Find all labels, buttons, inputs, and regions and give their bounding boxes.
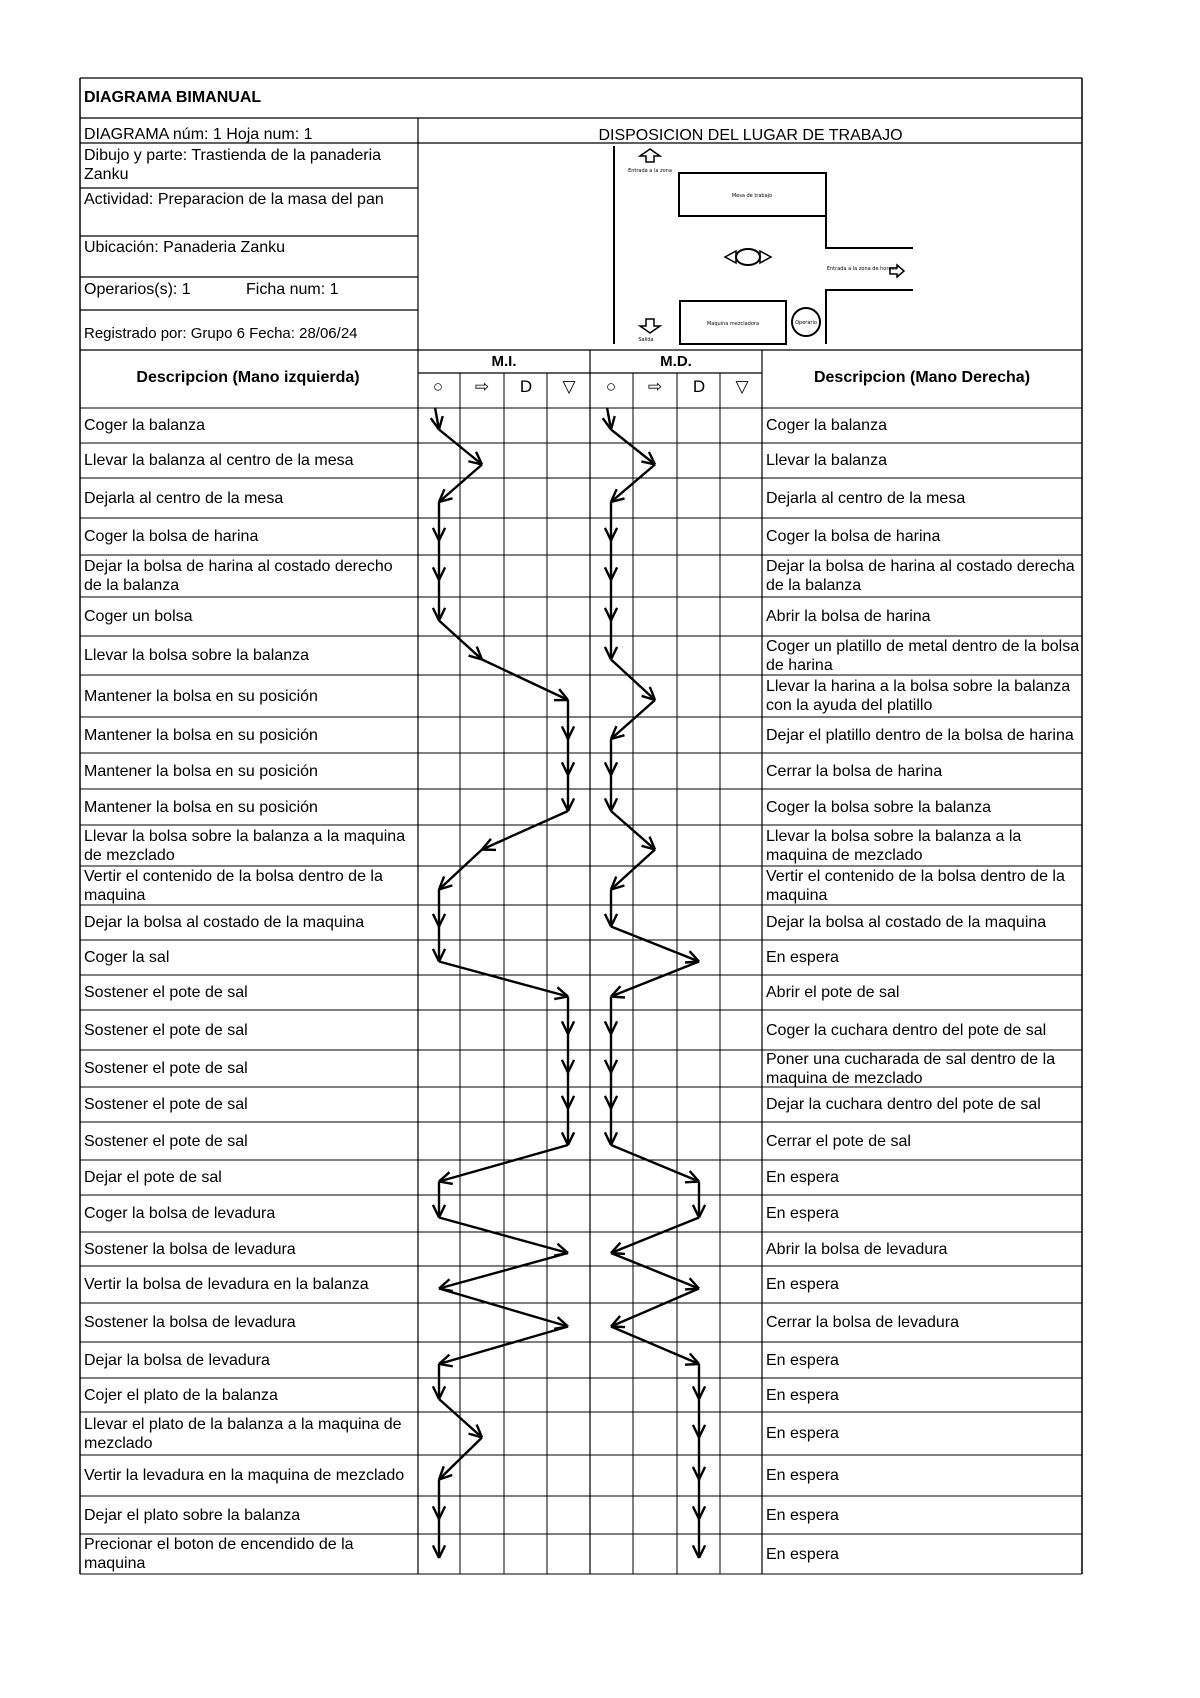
left-hand-activity: Llevar la balanza al centro de la mesa	[84, 452, 354, 469]
left-hand-activity: Dejar el pote de sal	[84, 1169, 222, 1186]
left-hand-activity: Cojer el plato de la balanza	[84, 1386, 278, 1404]
oven-entrance-label: Entrada a la zona de hornos	[826, 266, 898, 272]
right-hand-activity: En espera	[766, 1351, 839, 1369]
left-hand-activity: Mantener la bolsa en su posición	[84, 798, 318, 816]
right-hand-activity: Dejar la bolsa al costado de la maquina	[766, 914, 1047, 931]
right-hand-activity: Llevar la balanza	[766, 452, 887, 469]
left-hand-activity: Mantener la bolsa en su posición	[84, 687, 318, 705]
left-hand-activity: Llevar la bolsa sobre la balanza	[84, 647, 310, 664]
left-hand-activity: Dejar el plato sobre la balanza	[84, 1506, 301, 1524]
entrance-label: Entrada a la zona	[628, 168, 672, 174]
md-operation-symbol: ○	[605, 377, 617, 396]
right-hand-activity: Dejarla al centro de la mesa	[766, 489, 966, 507]
right-hand-activity: En espera	[766, 949, 839, 966]
left-hand-activity: Sostener el pote de sal	[84, 1132, 248, 1150]
location: Ubicación: Panaderia Zanku	[84, 239, 286, 256]
left-hand-activity: Dejar la bolsa de levadura	[84, 1351, 270, 1369]
work-table-label: Mesa de trabajo	[731, 193, 773, 199]
diagram-title: DIAGRAMA BIMANUAL	[84, 89, 262, 106]
right-hand-activity: En espera	[766, 1545, 839, 1563]
layout-title: DISPOSICION DEL LUGAR DE TRABAJO	[598, 127, 903, 144]
left-hand-activity: Sostener el pote de sal	[84, 1060, 248, 1077]
right-hand-symbols-header: M.D.	[660, 353, 692, 370]
file-number: Ficha num: 1	[246, 281, 339, 298]
left-hand-activity: Dejar la bolsa al costado de la maquina	[84, 914, 365, 931]
exit-label: Salida	[638, 337, 654, 343]
right-hand-activity: En espera	[766, 1467, 839, 1484]
right-hand-activity: En espera	[766, 1386, 839, 1404]
left-hand-activity: Mantener la bolsa en su posición	[84, 726, 318, 744]
right-hand-activity: En espera	[766, 1169, 839, 1186]
left-hand-activity: Sostener el pote de sal	[84, 1021, 248, 1039]
md-delay-symbol: D	[692, 377, 706, 396]
mixing-machine-label: Maquina mezcladora	[706, 321, 760, 327]
left-hand-activity: Vertir la levadura en la maquina de mezclado	[84, 1467, 405, 1484]
right-hand-activity: Llevar la harina a la bolsa sobre la balanza con la ayuda del platillo	[766, 678, 1071, 714]
activity: Actividad: Preparacion de la masa del pan	[84, 191, 384, 208]
right-hand-description-header: Descripcion (Mano Derecha)	[813, 369, 1031, 386]
right-hand-activity: En espera	[766, 1506, 839, 1524]
right-hand-activity: En espera	[766, 1425, 839, 1442]
left-hand-activity: Dejarla al centro de la mesa	[84, 489, 284, 507]
left-hand-activity: Sostener la bolsa de levadura	[84, 1240, 296, 1258]
right-hand-activity: Poner una cucharada de sal dentro de la maquina de mezclado	[766, 1050, 1056, 1087]
drawing-part: Dibujo y parte: Trastienda de la panaderia Zanku	[84, 147, 382, 183]
left-hand-activity: Precionar el boton de encendido de la maquina	[84, 1536, 354, 1572]
left-hand-activity: Coger la sal	[84, 949, 170, 966]
right-hand-activity: Coger un platillo de metal dentro de la bolsa de harina	[766, 637, 1080, 674]
right-hand-activity: Cerrar el pote de sal	[766, 1132, 911, 1150]
right-hand-activity: Abrir la bolsa de levadura	[766, 1240, 948, 1258]
left-hand-activity: Dejar la bolsa de harina al costado derecho de la balanza	[84, 558, 393, 594]
right-hand-activity: Dejar la bolsa de harina al costado derecha de la balanza	[766, 558, 1075, 594]
operators: Operarios(s): 1	[84, 281, 191, 298]
right-hand-activity: Vertir el contenido de la bolsa dentro de la maquina	[766, 867, 1065, 904]
recorded-by: Registrado por: Grupo 6 Fecha: 28/06/24	[84, 325, 358, 342]
right-hand-activity: Cerrar la bolsa de levadura	[766, 1314, 959, 1331]
left-hand-activity: Coger la balanza	[84, 417, 205, 434]
right-hand-activity: Dejar el platillo dentro de la bolsa de harina	[766, 726, 1074, 744]
operator-label: Operario	[795, 320, 817, 326]
md-transport-symbol: ⇨	[647, 377, 663, 396]
right-hand-activity: Abrir la bolsa de harina	[766, 608, 931, 625]
left-hand-activity: Llevar el plato de la balanza a la maquina de mezclado	[84, 1415, 402, 1452]
right-hand-activity: Abrir el pote de sal	[766, 984, 900, 1001]
diagram-sheet-number: DIAGRAMA núm: 1 Hoja num: 1	[84, 126, 313, 143]
mi-storage-symbol: ▽	[562, 377, 576, 396]
right-hand-activity: Cerrar la bolsa de harina	[766, 762, 943, 780]
mi-transport-symbol: ⇨	[474, 377, 490, 396]
right-hand-activity: Coger la bolsa de harina	[766, 528, 941, 545]
left-hand-activity: Sostener el pote de sal	[84, 984, 248, 1001]
right-hand-activity: Coger la balanza	[766, 417, 887, 434]
left-hand-activity: Llevar la bolsa sobre la balanza a la maquina de mezclado	[84, 827, 406, 864]
left-hand-activity: Coger un bolsa	[84, 608, 193, 625]
left-hand-activity: Mantener la bolsa en su posición	[84, 762, 318, 780]
right-hand-activity: Coger la cuchara dentro del pote de sal	[766, 1021, 1047, 1039]
left-hand-description-header: Descripcion (Mano izquierda)	[136, 369, 360, 386]
mi-delay-symbol: D	[519, 377, 533, 396]
md-storage-symbol: ▽	[735, 377, 749, 396]
mi-operation-symbol: ○	[432, 377, 444, 396]
right-hand-activity: En espera	[766, 1276, 839, 1293]
left-hand-activity: Coger la bolsa de harina	[84, 528, 259, 545]
right-hand-activity: Dejar la cuchara dentro del pote de sal	[766, 1096, 1041, 1113]
left-hand-activity: Vertir la bolsa de levadura en la balanza	[84, 1276, 369, 1293]
left-hand-activity: Coger la bolsa de levadura	[84, 1205, 276, 1222]
right-hand-activity: En espera	[766, 1205, 839, 1222]
left-hand-activity: Vertir el contenido de la bolsa dentro de la maquina	[84, 867, 383, 904]
right-hand-activity: Coger la bolsa sobre la balanza	[766, 798, 992, 816]
left-hand-symbols-header: M.I.	[491, 353, 517, 370]
left-hand-activity: Sostener el pote de sal	[84, 1096, 248, 1113]
left-hand-activity: Sostener la bolsa de levadura	[84, 1314, 296, 1331]
right-hand-activity: Llevar la bolsa sobre la balanza a la maquina de mezclado	[766, 827, 1022, 864]
